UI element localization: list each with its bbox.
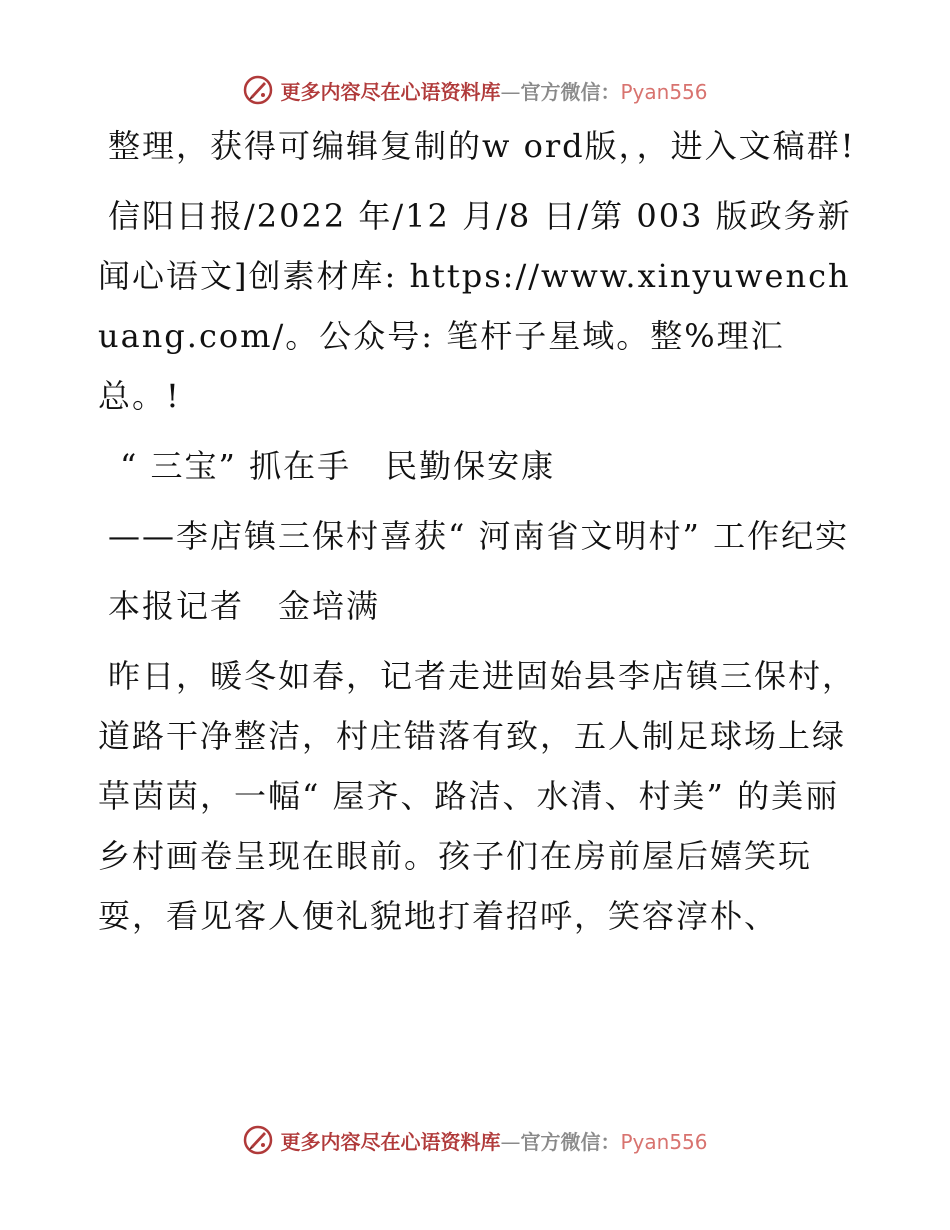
footer-banner-wechat-label: 官方微信： [520,1129,621,1154]
header-banner-lead: 更多内容尽在心语资料库 [280,79,501,104]
header-banner [0,70,950,110]
footer-banner-wechat-id: Pyan556 [620,1129,708,1154]
footer-banner-text [280,1126,707,1155]
footer-banner-lead: 更多内容尽在心语资料库 [280,1129,501,1154]
article-title: “ 三宝” 抓在手 民勤保安康 [120,447,556,485]
article-byline: 本报记者 金培满 [108,587,381,625]
quill-logo-icon [242,1124,274,1156]
header-banner-wechat-id: Pyan556 [620,79,708,104]
article-body-paragraph: 昨日，暖冬如春，记者走进固始县李店镇三保村，道路干净整洁，村庄错落有致，五人制足球场上绿草茵茵，一幅“ 屋齐、路洁、水清、村美” 的美丽乡村画卷呈现在眼前。孩子们在房前屋后嬉笑玩耍，看见客人便礼貌地打着招呼，笑容淳朴、 [98,657,857,935]
article-subtitle: ——李店镇三保村喜获“ 河南省文明村” 工作纪实 [108,517,850,555]
quill-logo-icon [242,74,274,106]
header-banner-text [280,76,707,105]
intro-paragraph: 整理，获得可编辑复制的w ord版，，进入文稿群! [108,127,856,165]
header-banner-wechat-label: 官方微信： [520,79,621,104]
footer-banner [0,1120,950,1160]
footer-banner-dash: — [500,1129,521,1154]
document-body [98,116,858,956]
header-banner-dash: — [500,79,521,104]
source-paragraph: 信阳日报/2022 年/12 月/8 日/第 003 版政务新闻心语文]创素材库: https://www.xinyuwenchuang.com/。公众号: 笔杆子星域。整%理汇总。! [98,197,852,415]
